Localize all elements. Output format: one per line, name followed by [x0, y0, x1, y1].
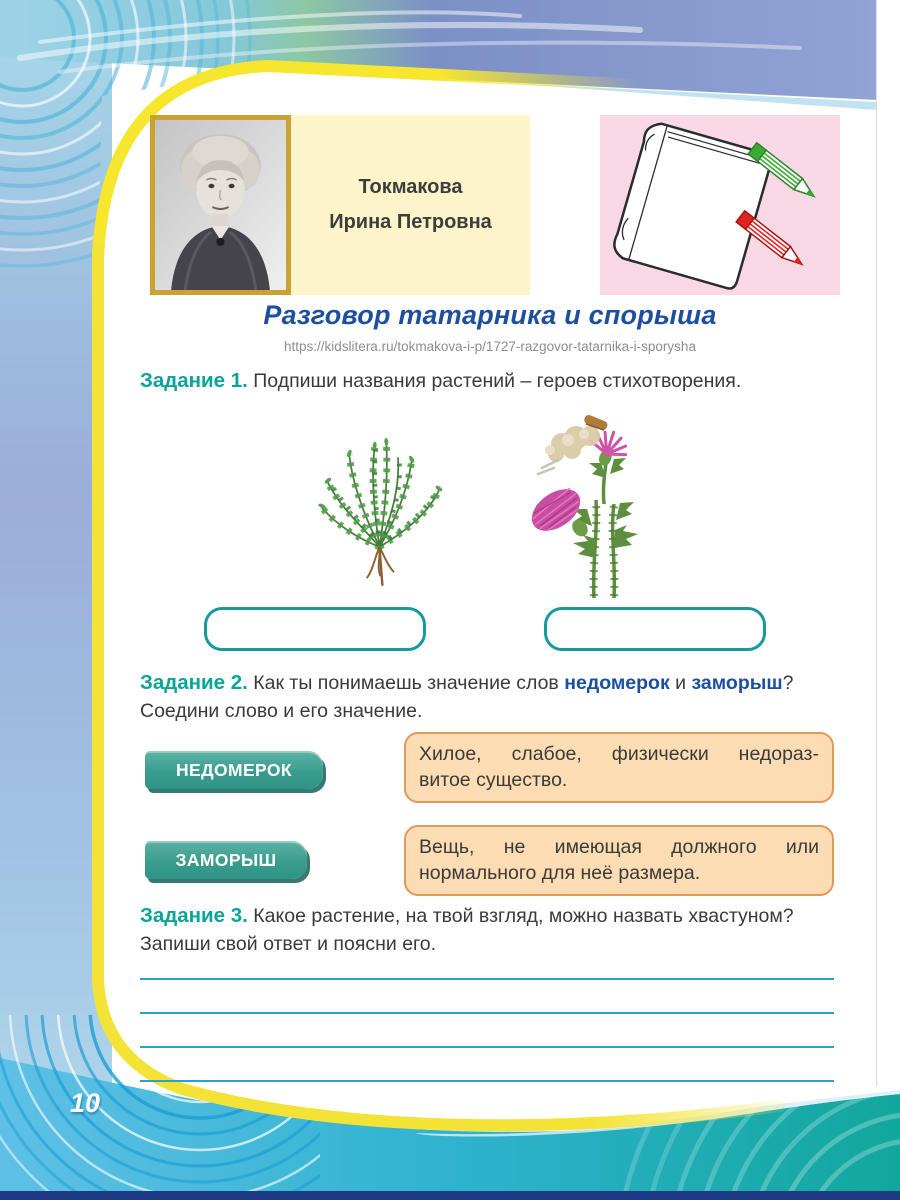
task2 — [140, 668, 852, 725]
answer-box-plant-left[interactable] — [204, 607, 426, 651]
word-button-zamorysh[interactable]: ЗАМОРЫШ — [145, 841, 307, 879]
task2-text-start: Как ты понимаешь значение слов — [253, 672, 559, 694]
thistle-plant-photo — [528, 408, 678, 600]
writing-line-1[interactable] — [140, 978, 834, 980]
source-url: https://kidslitera.ru/tokmakova-i-p/1727-razgovor-tatarnika-i-sporysha — [284, 339, 696, 354]
author-portrait-photo — [150, 115, 291, 295]
task3-label: Задание 3. — [140, 904, 248, 927]
answer-box-plant-right[interactable] — [544, 607, 766, 651]
task2-word1: недомерок — [564, 672, 670, 694]
page-title: Разговор татарника и спорыша — [263, 300, 717, 330]
task2-conjunction: и — [675, 672, 687, 694]
task2-line2: Соедини слово и его значение. — [140, 699, 423, 722]
author-first-middle-name: Ирина Петровна — [329, 211, 492, 233]
book-icon — [611, 120, 774, 290]
task1-label: Задание 1. — [140, 369, 248, 392]
task1 — [140, 366, 852, 396]
author-card — [150, 115, 530, 295]
author-last-name: Токмакова — [358, 176, 463, 198]
author-name — [291, 115, 530, 295]
task2-word2: заморыш — [691, 672, 783, 694]
knotweed-plant-photo — [287, 416, 472, 596]
task3 — [140, 901, 852, 958]
writing-line-4[interactable] — [140, 1080, 834, 1082]
writing-line-3[interactable] — [140, 1046, 834, 1048]
definition2-line2: нормального для неё размера. — [419, 862, 701, 885]
task2-question-mark: ? — [782, 672, 794, 694]
definition2-line1: Вещь, не имеющая должного или — [419, 836, 819, 858]
definition-box-1[interactable] — [404, 732, 834, 803]
writing-line-2[interactable] — [140, 1012, 834, 1014]
task1-text: Подпиши названия растений – героев стихотворения. — [253, 370, 742, 392]
task3-text: Какое растение, на твой взгляд, можно назвать хвастуном? Запиши свой ответ и поясни его. — [140, 905, 794, 955]
definition-box-2[interactable] — [404, 825, 834, 896]
illustration-card — [600, 115, 840, 295]
definition1-line1: Хилое, слабое, физически недораз- — [419, 743, 819, 765]
definition1-line2: витое существо. — [419, 769, 568, 792]
word-button-nedomerok[interactable]: НЕДОМЕРОК — [145, 751, 323, 789]
page-number: 10 — [70, 1088, 101, 1118]
task2-label: Задание 2. — [140, 671, 248, 694]
